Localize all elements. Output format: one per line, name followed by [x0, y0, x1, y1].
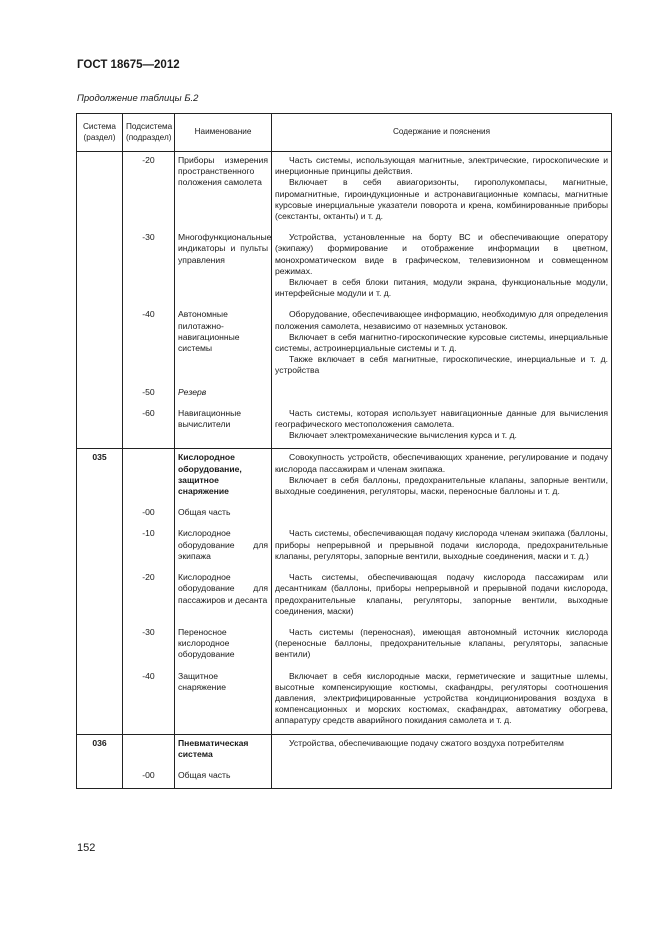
subsystem-code-cell: [123, 449, 175, 504]
table-continuation-caption: Продолжение таблицы Б.2: [77, 93, 199, 104]
system-code-cell: [77, 767, 123, 789]
description-cell: [272, 569, 612, 624]
table-row: [77, 306, 612, 383]
subsystem-code-cell: -60: [123, 405, 175, 449]
subsystem-code-cell: -20: [123, 569, 175, 624]
description-cell: [272, 152, 612, 230]
description-cell: [272, 229, 612, 306]
name-cell: Кислородное оборудование для пассажиров и десанта: [175, 569, 272, 624]
description-cell: [272, 668, 612, 735]
description-paragraph: Включает в себя магнитно-гироскопические курсовые системы, инерциальные системы, астроинерциальные системы и т. д.: [275, 331, 608, 354]
column-header-description: Содержание и пояснения: [272, 114, 612, 152]
name-cell: Пневматическая система: [175, 734, 272, 767]
column-header-system: Система (раздел): [77, 114, 123, 152]
description-paragraph: Устройства, обеспечивающие подачу сжатого воздуха потребителям: [289, 737, 564, 748]
description-cell: [272, 525, 612, 569]
system-code-cell: [77, 569, 123, 624]
system-code-cell: [77, 229, 123, 306]
description-cell: [272, 504, 612, 525]
name-cell: Автономные пилотажно-навигационные системы: [175, 306, 272, 383]
subsystem-code-cell: -00: [123, 767, 175, 789]
subsystem-code-cell: -40: [123, 306, 175, 383]
table-header-row: [77, 114, 612, 152]
name-cell: Кислородное оборудование для экипажа: [175, 525, 272, 569]
system-code-cell: [77, 152, 123, 230]
name-cell: Многофункциональные индикаторы и пульты управления: [175, 229, 272, 306]
description-paragraph: Устройства, установленные на борту ВС и обеспечивающие оператору (экипажу) формирование и отображение информации в цветном, монохроматическом виде в графическом, телевизионном и совмещенном режимах.: [275, 232, 608, 276]
system-code-cell: [77, 306, 123, 383]
system-code-cell: [77, 525, 123, 569]
name-cell: Переносное кислородное оборудование: [175, 624, 272, 668]
table-row: [77, 504, 612, 525]
name-cell: Защитное снаряжение: [175, 668, 272, 735]
description-cell: [272, 405, 612, 449]
description-paragraph: Оборудование, обеспечивающее информацию, необходимую для определения положения самолета, независимо от наземных установок.: [275, 309, 608, 331]
table-row: [77, 229, 612, 306]
name-cell: Кислородное оборудование, защитное снаряжение: [175, 449, 272, 504]
system-code-cell: [77, 668, 123, 735]
name-cell: Общая часть: [175, 767, 272, 789]
column-header-name: Наименование: [175, 114, 272, 152]
subsystem-code-cell: -00: [123, 504, 175, 525]
description-paragraph: Включает в себя авиагоризонты, гирополукомпасы, магнитные, пиромагнитные, гироиндукционные и астронавигационные компасы, магнитные курсовые инерциальные указатели поворота и крена, комбинированные приборы (секстанты, октанты) и т. д.: [275, 177, 608, 222]
table-row: [77, 734, 612, 767]
system-code-cell: [77, 504, 123, 525]
subsystem-code-cell: -30: [123, 229, 175, 306]
table-row: [77, 569, 612, 624]
table-row: [77, 405, 612, 449]
subsystem-code-cell: -50: [123, 384, 175, 405]
name-cell: Общая часть: [175, 504, 272, 525]
description-cell: [272, 624, 612, 668]
description-cell: [272, 306, 612, 383]
table-row: [77, 668, 612, 735]
document-title: ГОСТ 18675—2012: [77, 59, 180, 71]
name-cell: Навигационные вычислители: [175, 405, 272, 449]
description-cell: [272, 767, 612, 789]
table-row: [77, 449, 612, 504]
subsystem-code-cell: -20: [123, 152, 175, 230]
description-paragraph: Часть системы (переносная), имеющая автономный источник кислорода (переносные баллоны, предохранительные клапаны, регуляторы, запасные вентили): [275, 626, 608, 660]
description-paragraph: Часть системы, обеспечивающая подачу кислорода членам экипажа (баллоны, приборы непрерывной и прерывной подачи кислорода, предохранительные клапаны, регуляторы, запорные вентили, выходные соединения, маски и т. д.): [275, 528, 608, 561]
table-row: [77, 384, 612, 405]
description-paragraph: Включает в себя кислородные маски, герметические и защитные шлемы, высотные компенсирующие костюмы, скафандры, регуляторы соотношения давления, электрифицированные устройства кондиционирования воздуха в компенсационных и морских костюмах, скафандрах, автоматику обогрева, аппаратуру средств аварийного покидания самолета и т. д.: [275, 670, 608, 726]
description-paragraph: Часть системы, использующая магнитные, электрические, гироскопические и инерционные принципы действия.: [275, 155, 608, 177]
description-paragraph: Включает в себя блоки питания, модули экрана, функциональные модули, интерфейсные модули и т. д.: [275, 277, 608, 299]
system-code-cell: [77, 384, 123, 405]
column-header-subsystem: Подсистема (подраздел): [123, 114, 175, 152]
subsystem-code-cell: -40: [123, 668, 175, 735]
description-paragraph: Часть системы, которая использует навигационные данные для вычисления географического местоположения самолета.: [275, 407, 608, 430]
system-code-cell: [77, 405, 123, 449]
system-code-cell: 035: [77, 449, 123, 504]
table-row: [77, 624, 612, 668]
description-paragraph: Включает в себя баллоны, предохранительные клапаны, запорные вентили, выходные соединения, регуляторы, маски, переносные баллоны и т. д.: [275, 474, 608, 497]
description-paragraph: Включает электромеханические вычисления курса и т. д.: [289, 430, 517, 441]
subsystem-code-cell: [123, 734, 175, 767]
system-code-cell: 036: [77, 734, 123, 767]
system-code-cell: [77, 624, 123, 668]
name-cell: Резерв: [175, 384, 272, 405]
description-cell: [272, 449, 612, 504]
description-paragraph: Совокупность устройств, обеспечивающих хранение, регулирование и подачу кислорода пассажирам и членам экипажа.: [275, 452, 608, 474]
specification-table: [76, 113, 612, 789]
description-paragraph: Также включает в себя магнитные, гироскопические, инерциальные и т. д. устройства: [275, 354, 608, 376]
table-row: [77, 152, 612, 230]
name-cell: Приборы измерения пространственного положения самолета: [175, 152, 272, 230]
subsystem-code-cell: -30: [123, 624, 175, 668]
subsystem-code-cell: -10: [123, 525, 175, 569]
table-row: [77, 525, 612, 569]
description-cell: [272, 384, 612, 405]
table-row: [77, 767, 612, 789]
description-paragraph: Часть системы, обеспечивающая подачу кислорода пассажирам или десантникам (баллоны, приборы непрерывной и прерывной подачи кислорода, предохранительные клапаны, регуляторы, запорные вентили, выходные соединения, маски): [275, 572, 608, 616]
page-number: 152: [77, 842, 96, 854]
description-cell: [272, 734, 612, 767]
